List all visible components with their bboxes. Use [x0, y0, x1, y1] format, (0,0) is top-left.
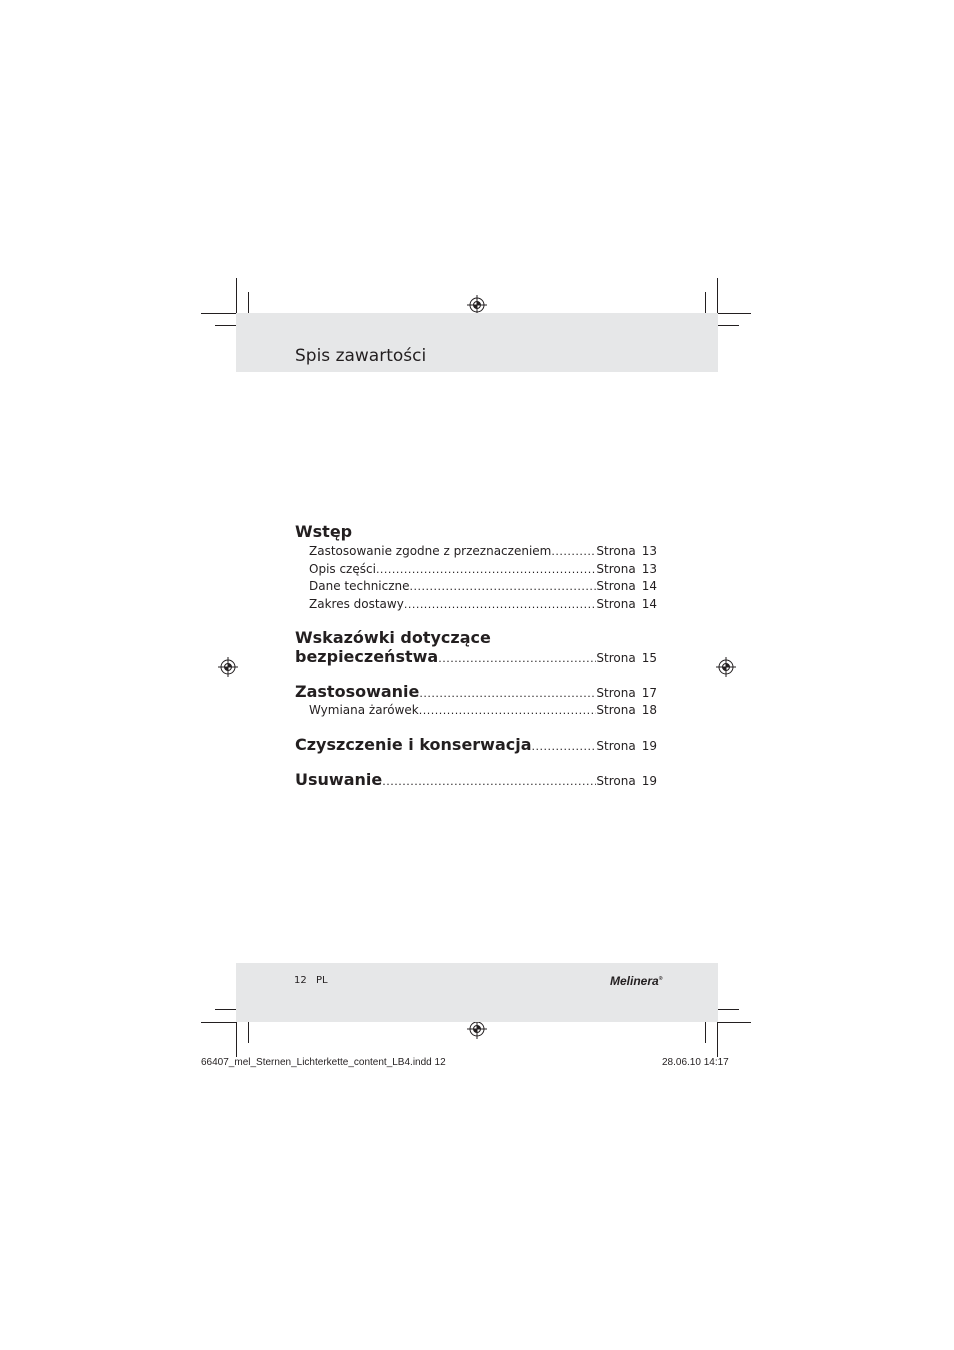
crop-mark	[201, 313, 236, 314]
footer-page-number: 12	[294, 975, 307, 986]
brand-name: Melinera	[610, 974, 659, 988]
toc-page-number: 13	[641, 544, 657, 558]
crop-mark	[215, 325, 236, 326]
dot-leader	[419, 687, 596, 700]
crop-mark	[718, 313, 751, 314]
toc-entry[interactable]	[295, 544, 657, 558]
toc-section-czyszczenie[interactable]	[295, 735, 657, 754]
toc-strona-label: Strona	[596, 544, 636, 558]
toc-section-title: Wskazówki dotyczące	[295, 628, 491, 647]
crop-mark	[236, 278, 237, 313]
toc-section-title: Wstęp	[295, 522, 353, 541]
toc-strona-label: Strona	[596, 597, 636, 611]
toc-strona-label: Strona	[596, 703, 636, 717]
dot-leader	[438, 652, 596, 665]
toc-entry[interactable]	[295, 703, 657, 717]
toc-page-number: 13	[641, 562, 657, 576]
crop-mark	[717, 1022, 718, 1057]
crop-mark	[705, 1022, 706, 1043]
toc-entry-label: Zakres dostawy	[309, 597, 404, 611]
registration-mark-icon	[467, 295, 487, 315]
toc-entry-label: Dane techniczne	[309, 579, 410, 593]
toc-section-wstep[interactable]	[295, 522, 657, 541]
toc-page-number: 19	[641, 739, 657, 753]
toc-entry-label: Wymiana żarówek	[309, 703, 419, 717]
slug-datetime: 28.06.10 14:17	[662, 1057, 729, 1068]
crop-mark	[717, 278, 718, 313]
toc-entry-label: Zastosowanie zgodne z przeznaczeniem	[309, 544, 552, 558]
page-title: Spis zawartości	[295, 346, 427, 366]
toc-entry[interactable]	[295, 562, 657, 576]
dot-leader	[404, 598, 597, 611]
dot-leader	[382, 775, 596, 788]
footer-band	[236, 963, 718, 1022]
toc-strona-label: Strona	[596, 686, 636, 700]
crop-mark	[201, 1022, 236, 1023]
toc-section-title: Czyszczenie i konserwacja	[295, 735, 532, 754]
crop-mark	[248, 1022, 249, 1043]
footer-language: PL	[316, 975, 328, 986]
crop-mark	[248, 292, 249, 313]
toc-section-usuwanie[interactable]	[295, 770, 657, 789]
toc-strona-label: Strona	[596, 562, 636, 576]
toc-strona-label: Strona	[596, 774, 636, 788]
crop-mark	[215, 1009, 236, 1010]
toc-page-number: 14	[641, 597, 657, 611]
brand-registered-mark: ®	[658, 976, 663, 982]
toc-section-title: Usuwanie	[295, 770, 383, 789]
toc-section-title: Zastosowanie	[295, 682, 420, 701]
toc-entry[interactable]	[295, 597, 657, 611]
toc-strona-label: Strona	[596, 579, 636, 593]
crop-mark	[236, 1022, 237, 1057]
toc-page-number: 14	[641, 579, 657, 593]
slug-filename: 66407_mel_Sternen_Lichterkette_content_LB4.indd 12	[201, 1057, 446, 1068]
toc-entry-label: Opis części	[309, 562, 376, 576]
dot-leader	[419, 704, 597, 717]
crop-mark	[718, 1009, 739, 1010]
dot-leader	[410, 580, 597, 593]
registration-mark-icon	[716, 657, 736, 677]
dot-leader	[551, 545, 596, 558]
toc-strona-label: Strona	[596, 739, 636, 753]
dot-leader	[376, 563, 596, 576]
crop-mark	[718, 325, 739, 326]
toc-section-zastosowanie[interactable]	[295, 682, 657, 701]
toc-section-safety[interactable]	[295, 647, 657, 666]
crop-mark	[705, 292, 706, 313]
dot-leader	[532, 740, 597, 753]
registration-mark-icon	[467, 1019, 487, 1039]
toc-page-number: 15	[641, 651, 657, 665]
toc-section-title: bezpieczeństwa	[295, 647, 439, 666]
toc-page-number: 18	[641, 703, 657, 717]
registration-mark-icon	[218, 657, 238, 677]
toc-entry[interactable]	[295, 579, 657, 593]
brand-logo	[610, 974, 662, 988]
toc-page-number: 19	[641, 774, 657, 788]
toc-page-number: 17	[641, 686, 657, 700]
toc-strona-label: Strona	[596, 651, 636, 665]
crop-mark	[718, 1022, 751, 1023]
